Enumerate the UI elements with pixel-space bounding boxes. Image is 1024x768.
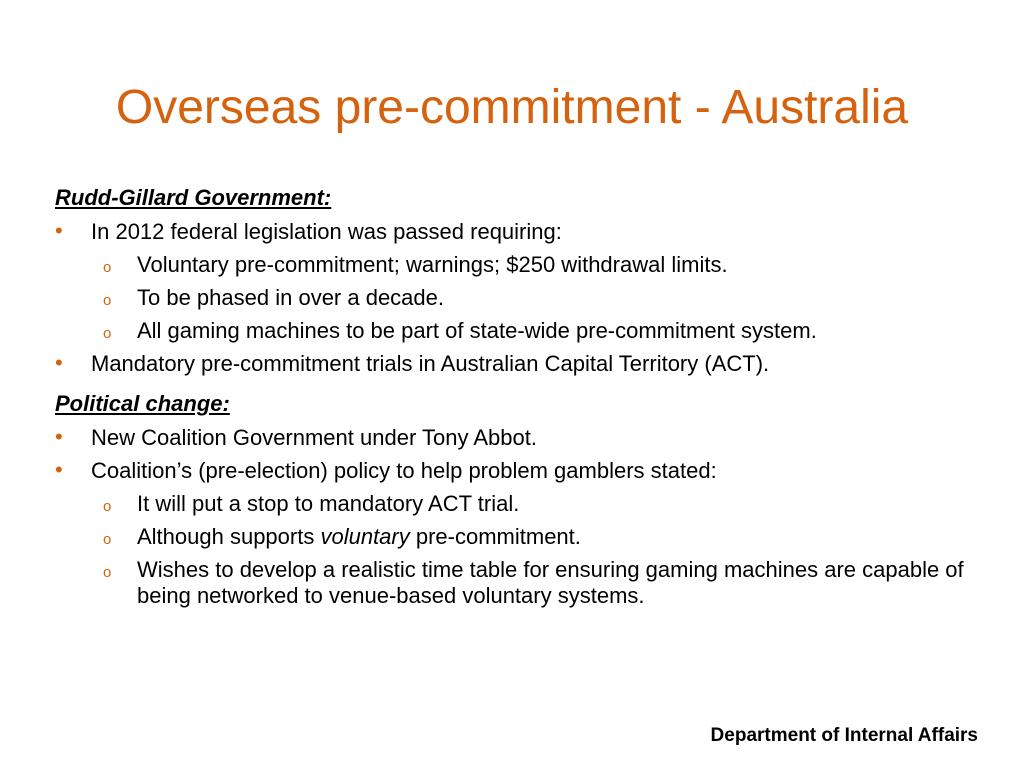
sub-bullet-item bbox=[55, 252, 995, 278]
sub-bullet-icon: o bbox=[103, 564, 112, 581]
sub-bullet-icon: o bbox=[103, 292, 112, 309]
sub-bullet-text: It will put a stop to mandatory ACT trial. bbox=[137, 491, 520, 516]
sub-bullet-item bbox=[55, 491, 995, 517]
bullet-item bbox=[55, 425, 995, 451]
sub-bullet-text-after: pre-commitment. bbox=[409, 524, 581, 549]
sub-bullet-text: All gaming machines to be part of state-wide pre-commitment system. bbox=[137, 318, 817, 343]
footer-department: Department of Internal Affairs bbox=[710, 725, 978, 746]
bullet-text: Coalition’s (pre-election) policy to help problem gamblers stated: bbox=[91, 458, 717, 483]
sub-bullet-text bbox=[137, 524, 581, 549]
section-heading-rudd-gillard: Rudd-Gillard Government: bbox=[55, 185, 332, 210]
bullet-item bbox=[55, 219, 995, 245]
sub-bullet-item bbox=[55, 285, 995, 311]
sub-bullet-text: Voluntary pre-commitment; warnings; $250 withdrawal limits. bbox=[137, 252, 728, 277]
sub-bullet-item bbox=[55, 524, 995, 550]
bullet-text: Mandatory pre-commitment trials in Australian Capital Territory (ACT). bbox=[91, 351, 770, 376]
section-heading-political-change: Political change: bbox=[55, 391, 230, 416]
slide-title: Overseas pre-commitment - Australia bbox=[115, 81, 909, 134]
slide-content bbox=[55, 183, 995, 616]
sub-bullet-text: To be phased in over a decade. bbox=[137, 285, 445, 310]
bullet-text: In 2012 federal legislation was passed requiring: bbox=[91, 219, 562, 244]
sub-bullet-icon: o bbox=[103, 498, 112, 515]
sub-bullet-item bbox=[55, 557, 995, 609]
sub-bullet-icon: o bbox=[103, 531, 112, 548]
bullet-item bbox=[55, 458, 995, 484]
bullet-icon: • bbox=[55, 457, 63, 482]
bullet-text: New Coalition Government under Tony Abbot. bbox=[91, 425, 537, 450]
bullet-item bbox=[55, 351, 995, 377]
sub-bullet-text: Wishes to develop a realistic time table for ensuring gaming machines are capable of being networked to venue-based voluntary systems. bbox=[137, 557, 964, 608]
sub-bullet-icon: o bbox=[103, 325, 112, 342]
bullet-icon: • bbox=[55, 424, 63, 449]
sub-bullet-text-before: Although supports bbox=[137, 524, 321, 549]
emphasis-voluntary: voluntary bbox=[320, 524, 410, 549]
bullet-icon: • bbox=[55, 350, 63, 375]
bullet-icon: • bbox=[55, 218, 63, 243]
sub-bullet-icon: o bbox=[103, 259, 112, 276]
sub-bullet-item bbox=[55, 318, 995, 344]
